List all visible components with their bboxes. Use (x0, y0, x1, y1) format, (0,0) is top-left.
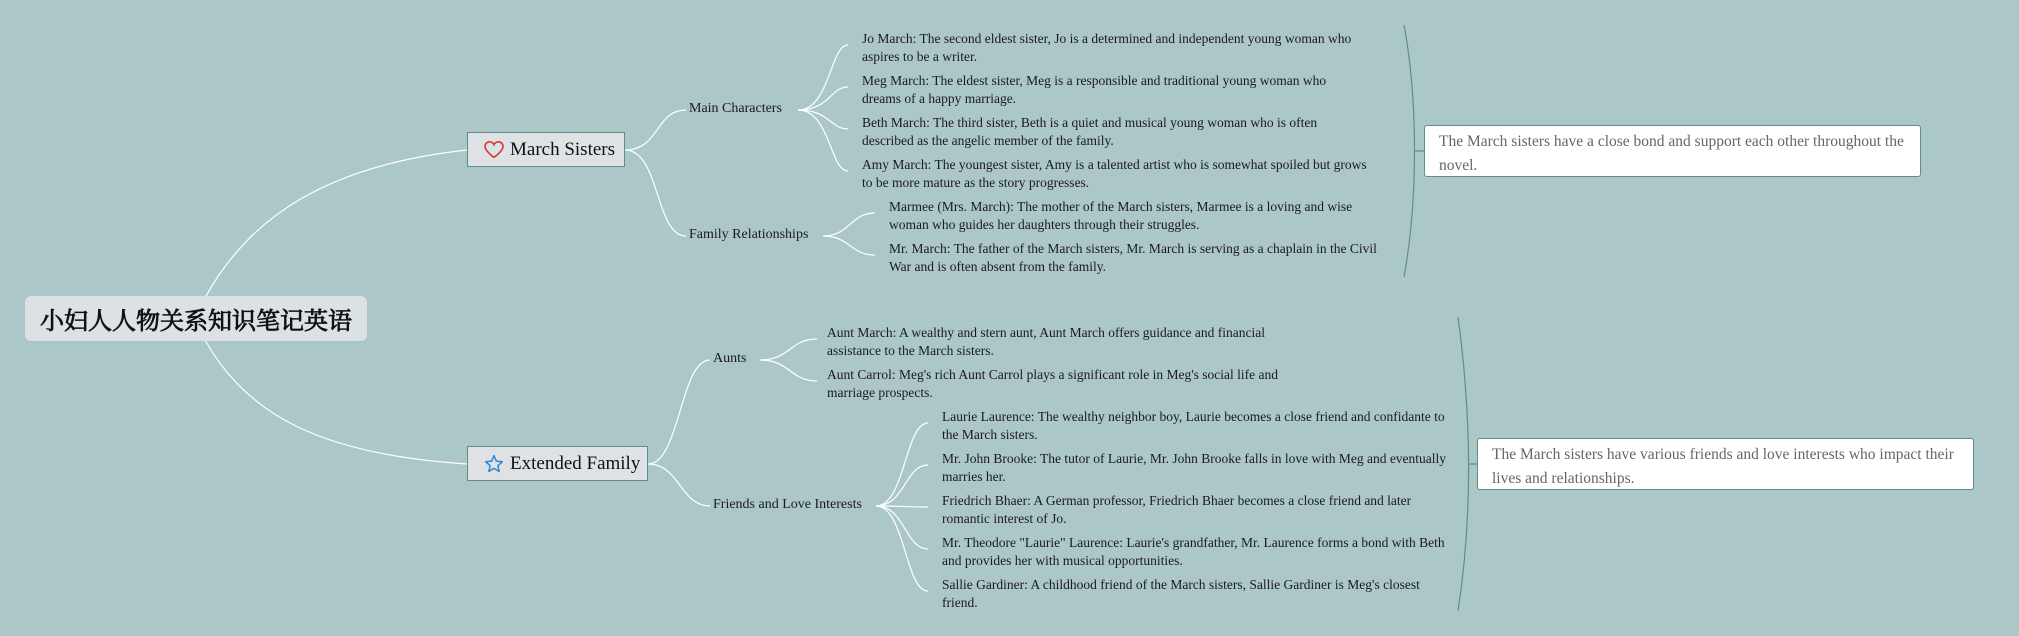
leaf-theodore-laurence[interactable]: Mr. Theodore "Laurie" Laurence: Laurie's grandfather, Mr. Laurence forms a bond with Beth and provides her with musical opportunities. (942, 535, 1445, 568)
root-title: 小妇人人物关系知识笔记英语 (40, 307, 352, 335)
leaf-friedrich-bhaer[interactable]: Friedrich Bhaer: A German professor, Friedrich Bhaer becomes a close friend and later romantic interest of Jo. (942, 493, 1412, 526)
star-icon (484, 454, 504, 474)
leaf-sallie-gardiner[interactable]: Sallie Gardiner: A childhood friend of the March sisters, Sallie Gardiner is Meg's closest friend. (942, 577, 1420, 610)
link-march-main (625, 110, 686, 150)
link-aunts-march (760, 339, 817, 360)
link-main-beth (798, 110, 848, 129)
leaf-laurie-laurence[interactable]: Laurie Laurence: The wealthy neighbor boy, Laurie becomes a close friend and confidante to the March sisters. (942, 409, 1445, 442)
branch-label: March Sisters (510, 138, 616, 160)
link-root-extended-family (205, 340, 467, 464)
leaf-aunt-march[interactable]: Aunt March: A wealthy and stern aunt, Aunt March offers guidance and financial assistance to the March sisters. (827, 325, 1265, 358)
link-main-jo (798, 45, 848, 110)
link-friends-laurie (876, 423, 928, 506)
leaf-mr-march[interactable]: Mr. March: The father of the March sisters, Mr. March is serving as a chaplain in the Civil War and is often absent from the family. (889, 241, 1377, 274)
leaf-amy-march[interactable]: Amy March: The youngest sister, Amy is a talented artist who is somewhat spoiled but grows to be more mature as the story progresses. (862, 157, 1367, 190)
link-root-march-sisters (205, 150, 467, 298)
leaf-jo-march[interactable]: Jo March: The second eldest sister, Jo is a determined and independent young woman who aspires to be a writer. (862, 31, 1352, 64)
subtopic-family-relationships[interactable]: Family Relationships (689, 227, 809, 242)
summary-extended-family[interactable]: The March sisters have various friends and love interests who impact their lives and relationships. (1477, 438, 1974, 490)
link-friends-sallie (876, 506, 928, 591)
subtopic-aunts[interactable]: Aunts (713, 351, 747, 366)
branch-march-sisters[interactable] (467, 132, 625, 167)
branch-label: Extended Family (510, 452, 641, 474)
summary-bracket-march-sisters (1404, 25, 1415, 277)
link-family-mrmarch (823, 236, 875, 255)
subtopic-main-characters[interactable]: Main Characters (689, 101, 782, 116)
link-march-family (625, 150, 686, 236)
root-topic[interactable] (25, 296, 367, 341)
leaf-john-brooke[interactable]: Mr. John Brooke: The tutor of Laurie, Mr. John Brooke falls in love with Meg and eventually marries her. (942, 451, 1447, 484)
link-main-amy (798, 110, 848, 171)
link-extended-friends (648, 464, 710, 506)
branch-extended-family[interactable] (467, 446, 648, 481)
leaf-beth-march[interactable]: Beth March: The third sister, Beth is a quiet and musical young woman who is often described as the angelic member of the family. (862, 115, 1318, 148)
subtopic-friends-love-interests[interactable]: Friends and Love Interests (713, 497, 862, 512)
link-extended-aunts (648, 360, 710, 464)
leaf-aunt-carrol[interactable]: Aunt Carrol: Meg's rich Aunt Carrol plays a significant role in Meg's social life and marriage prospects. (827, 367, 1279, 400)
leaf-marmee[interactable]: Marmee (Mrs. March): The mother of the March sisters, Marmee is a loving and wise woman who guides her daughters through their struggles. (889, 199, 1353, 232)
summary-bracket-extended-family (1458, 317, 1469, 611)
leaf-meg-march[interactable]: Meg March: The eldest sister, Meg is a responsible and traditional young woman who dreams of a happy marriage. (862, 73, 1327, 106)
link-family-marmee (823, 213, 875, 236)
heart-icon (484, 141, 504, 159)
summary-march-sisters[interactable]: The March sisters have a close bond and support each other throughout the novel. (1424, 125, 1921, 177)
link-aunts-carrol (760, 360, 817, 381)
